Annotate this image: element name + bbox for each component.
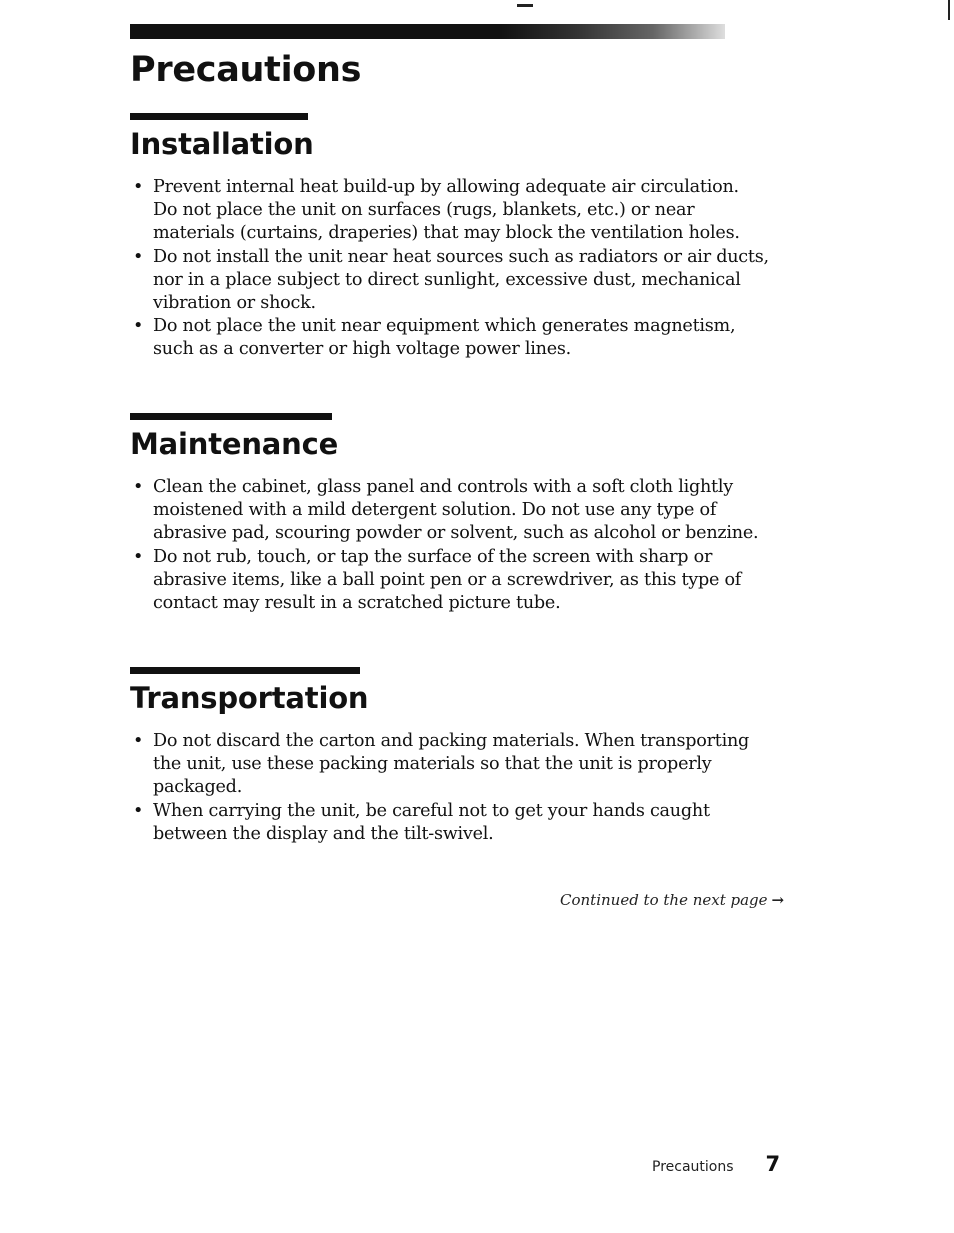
top-edge-mark [517,4,533,7]
bullet-icon: • [133,731,144,751]
footer-section-label: Precautions [652,1159,734,1175]
text-line: moistened with a mild detergent solution. Do not use any type of [153,500,717,521]
text-line: nor in a place subject to direct sunlight, excessive dust, mechanical [153,269,741,290]
text-line: such as a converter or high voltage power lines. [153,339,572,360]
bullet-list [130,730,830,846]
bullet-icon: • [133,246,144,267]
bullet-icon: • [133,477,144,497]
list-item [130,800,830,846]
bullet-icon: • [133,546,144,567]
section-rule [130,113,308,120]
list-item [130,476,830,546]
list-item [130,246,830,316]
continued-text: Continued to the next page [560,891,768,909]
text-line: abrasive items, like a ball point pen or a screwdriver, as this type of [153,569,742,590]
text-line: Do not place the unit near equipment which generates magnetism, [153,316,736,337]
text-line: Do not install the unit near heat sources such as radiators or air ducts, [153,246,769,267]
chapter-rule [130,24,725,39]
text-line: the unit, use these packing materials so that the unit is properly [153,754,712,775]
section-heading: Maintenance [130,427,339,461]
text-line: Prevent internal heat build-up by allowing adequate air circulation. [153,177,739,197]
text-line: between the display and the tilt-swivel. [153,823,494,844]
bullet-icon: • [133,316,144,337]
text-line: Do not rub, touch, or tap the surface of the screen with sharp or [153,546,713,567]
continued-note [560,889,784,911]
bullet-list [130,176,830,362]
page-footer [652,1152,780,1176]
arrow-right-icon: → [771,891,785,909]
page-number: 7 [765,1152,781,1176]
text-line: materials (curtains, draperies) that may block the ventilation holes. [153,223,740,244]
text-line: abrasive pad, scouring powder or solvent, such as alcohol or benzine. [153,523,759,544]
text-line: Do not place the unit on surfaces (rugs, blankets, etc.) or near [153,200,695,221]
section-maintenance [130,413,830,615]
bullet-list [130,476,830,615]
list-item [130,730,830,800]
text-line: Do not discard the carton and packing materials. When transporting [153,731,750,751]
section-transportation [130,667,830,846]
list-item [130,546,830,616]
list-item [130,315,830,361]
list-item [130,176,830,246]
text-line: When carrying the unit, be careful not to get your hands caught [153,800,710,821]
bullet-icon: • [133,177,144,197]
page-title: Precautions [130,50,362,90]
text-line: contact may result in a scratched picture tube. [153,593,561,614]
bullet-icon: • [133,800,144,821]
text-line: vibration or shock. [153,293,316,314]
section-installation [130,113,830,362]
section-rule [130,667,360,674]
section-heading: Installation [130,127,314,161]
text-line: Clean the cabinet, glass panel and controls with a soft cloth lightly [153,477,733,497]
right-edge-mark [948,0,950,20]
section-heading: Transportation [130,681,369,715]
section-rule [130,413,332,420]
text-line: packaged. [153,777,243,798]
